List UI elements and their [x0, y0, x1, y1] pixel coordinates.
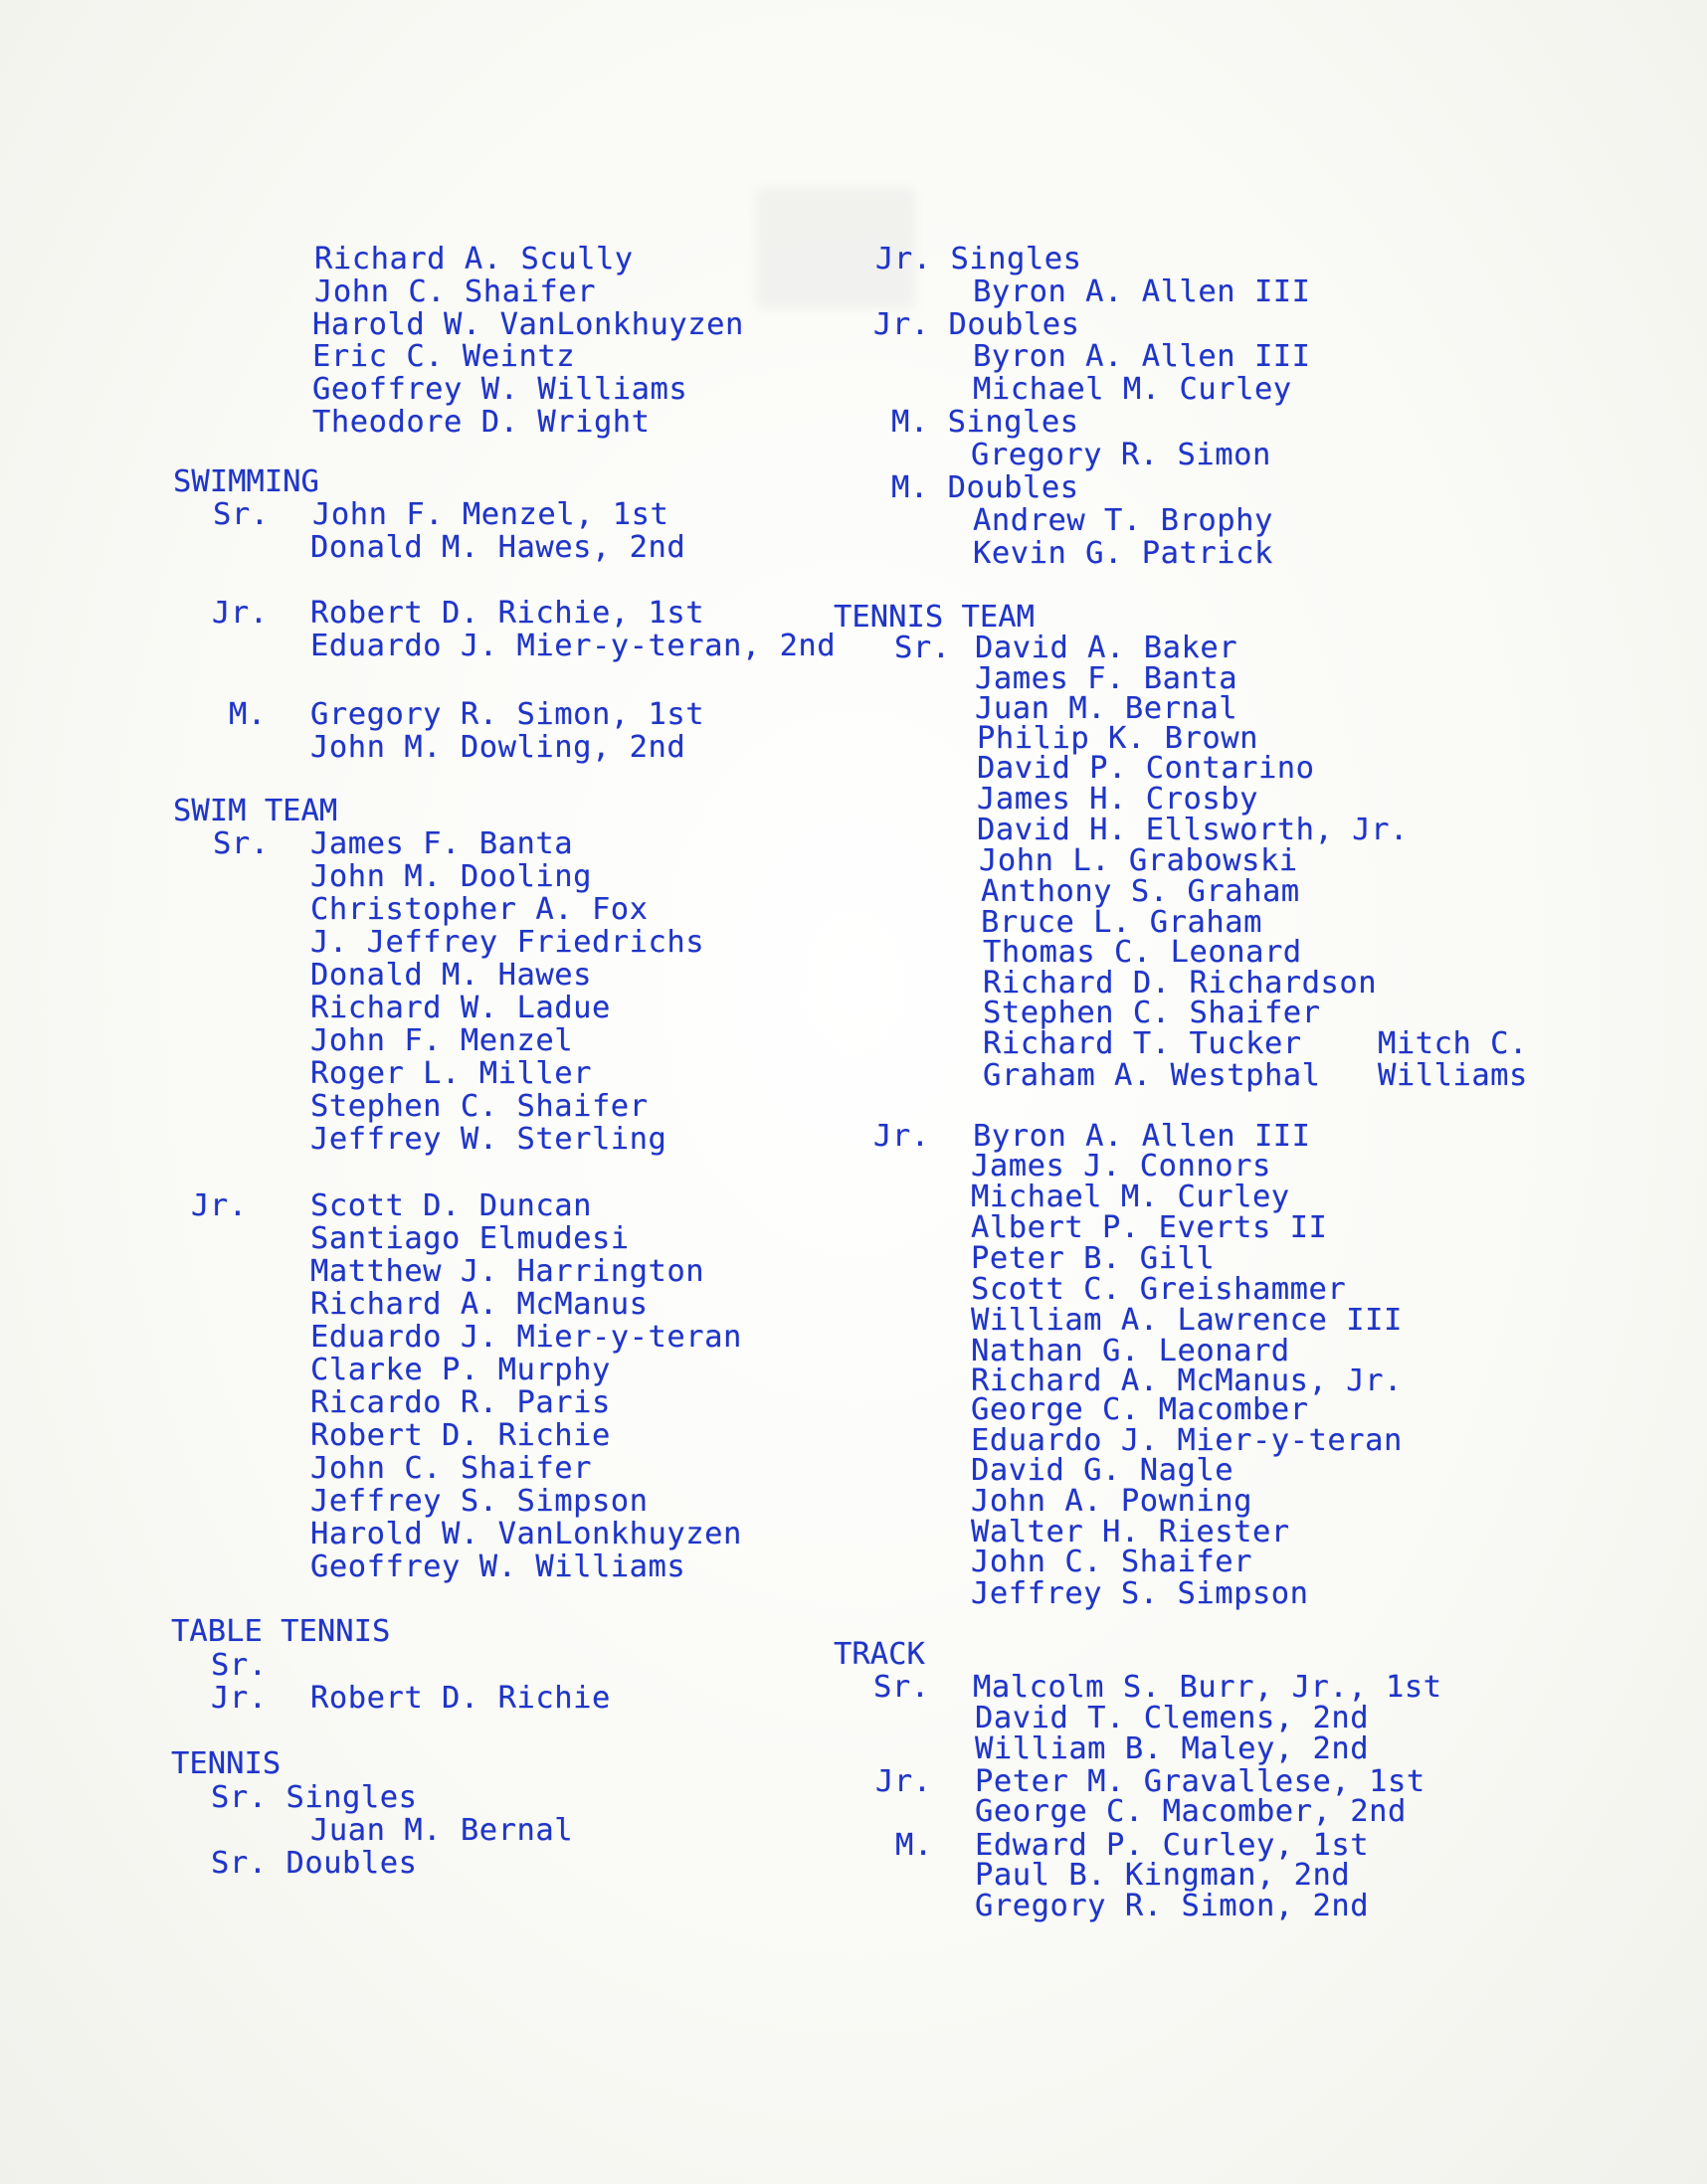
name-entry: Donald M. Hawes, 2nd — [310, 530, 686, 565]
name-entry: Geoffrey W. Williams — [312, 372, 688, 407]
name-entry: Nathan G. Leonard — [971, 1334, 1290, 1368]
name-entry: Gregory R. Simon, 2nd — [975, 1889, 1370, 1923]
class-label: Jr. — [211, 1681, 268, 1716]
name-entry: James H. Crosby — [977, 782, 1258, 817]
name-entry: Thomas C. Leonard — [983, 935, 1302, 970]
category-label: Jr. Doubles — [873, 307, 1080, 342]
name-entry: Roger L. Miller — [310, 1056, 592, 1091]
name-entry: Byron A. Allen III — [973, 1119, 1311, 1154]
name-entry: Christopher A. Fox — [310, 892, 649, 927]
name-entry: David P. Contarino — [977, 751, 1315, 786]
name-entry: Michael M. Curley — [973, 372, 1292, 407]
name-entry: Juan M. Bernal — [975, 691, 1238, 726]
name-entry: John M. Dowling, 2nd — [310, 730, 686, 765]
name-entry: John C. Shaifer — [310, 1451, 592, 1486]
section-heading-swim-team: SWIM TEAM — [173, 794, 338, 828]
name-entry: Richard W. Ladue — [310, 991, 611, 1025]
name-entry: James F. Banta — [975, 661, 1238, 696]
name-entry: Eric C. Weintz — [312, 339, 576, 374]
name-entry: George C. Macomber — [971, 1392, 1309, 1427]
name-entry: Walter H. Riester — [971, 1515, 1290, 1549]
name-entry: George C. Macomber, 2nd — [975, 1794, 1407, 1829]
class-label: Sr. — [873, 1670, 930, 1705]
name-entry: Edward P. Curley, 1st — [975, 1828, 1370, 1863]
name-entry: Robert D. Richie — [310, 1418, 611, 1453]
category-label: Sr. Doubles — [211, 1846, 418, 1881]
category-label: Jr. Singles — [875, 242, 1082, 276]
name-entry: Gregory R. Simon, 1st — [310, 697, 705, 732]
name-entry: Eduardo J. Mier-y-teran — [310, 1320, 742, 1355]
name-entry: John F. Menzel — [310, 1023, 574, 1058]
section-heading-tennis: TENNIS — [171, 1746, 282, 1781]
name-entry: Malcolm S. Burr, Jr., 1st — [973, 1670, 1442, 1705]
name-entry: James F. Banta — [310, 826, 574, 861]
name-entry: Eduardo J. Mier-y-teran — [971, 1423, 1403, 1458]
class-label: Jr. — [875, 1764, 932, 1799]
name-entry: Harold W. VanLonkhuyzen — [310, 1517, 742, 1551]
name-entry: Peter B. Gill — [971, 1241, 1216, 1276]
name-entry: Albert P. Everts II — [971, 1210, 1328, 1245]
name-entry: Harold W. VanLonkhuyzen — [312, 307, 744, 342]
name-entry: Santiago Elmudesi — [310, 1221, 630, 1256]
name-entry: Gregory R. Simon — [971, 438, 1271, 472]
name-entry: Byron A. Allen III — [973, 339, 1311, 374]
name-entry: Robert D. Richie — [310, 1681, 611, 1716]
name-entry: Byron A. Allen III — [973, 274, 1311, 309]
name-entry: Andrew T. Brophy — [973, 503, 1273, 538]
name-entry: Richard A. McManus, Jr. — [971, 1364, 1403, 1398]
name-entry: David A. Baker — [975, 631, 1238, 665]
class-label: Jr. — [191, 1188, 248, 1223]
name-entry: Richard D. Richardson — [983, 966, 1378, 1001]
name-entry: Clarke P. Murphy — [310, 1353, 611, 1387]
name-entry: John C. Shaifer — [971, 1545, 1252, 1579]
category-label: Sr. — [211, 1648, 268, 1683]
class-label: M. — [895, 1828, 933, 1863]
name-entry: John M. Dooling — [310, 859, 592, 894]
section-heading-track: TRACK — [834, 1637, 925, 1672]
section-heading-tennis-team: TENNIS TEAM — [834, 600, 1035, 635]
name-entry: William B. Maley, 2nd — [975, 1731, 1370, 1766]
name-entry: Stephen C. Shaifer — [983, 996, 1321, 1030]
name-entry: John A. Powning — [971, 1484, 1252, 1519]
name-entry: Geoffrey W. Williams — [310, 1549, 686, 1584]
name-entry: John C. Shaifer — [314, 274, 596, 309]
class-label: Jr. — [873, 1119, 930, 1154]
name-entry: Jeffrey S. Simpson — [971, 1576, 1309, 1611]
category-label: Sr. Singles — [211, 1780, 418, 1815]
name-entry: Juan M. Bernal — [310, 1813, 574, 1848]
name-entry: David T. Clemens, 2nd — [975, 1701, 1370, 1735]
class-label: Sr. — [213, 826, 270, 861]
name-entry: Jeffrey W. Sterling — [310, 1122, 667, 1157]
name-entry: Kevin G. Patrick — [973, 536, 1273, 571]
name-entry: Scott D. Duncan — [310, 1188, 592, 1223]
name-entry: Mitch C. — [1378, 1026, 1528, 1061]
name-entry: David G. Nagle — [971, 1453, 1234, 1488]
name-entry: William A. Lawrence III — [971, 1303, 1403, 1338]
name-entry: Donald M. Hawes — [310, 958, 592, 993]
class-label: Sr. — [894, 631, 951, 665]
name-entry: Theodore D. Wright — [312, 405, 651, 440]
name-entry: Richard T. Tucker — [983, 1026, 1302, 1061]
class-label: M. — [229, 697, 267, 732]
name-entry: Peter M. Gravallese, 1st — [975, 1764, 1425, 1799]
category-label: M. Doubles — [891, 470, 1079, 505]
name-entry: James J. Connors — [971, 1149, 1271, 1183]
name-entry: Philip K. Brown — [977, 721, 1258, 756]
name-entry: Stephen C. Shaifer — [310, 1089, 649, 1124]
name-entry: J. Jeffrey Friedrichs — [310, 925, 705, 960]
class-label: Jr. — [212, 596, 269, 631]
name-entry: Richard A. McManus — [310, 1287, 649, 1322]
section-heading-table-tennis: TABLE TENNIS — [171, 1614, 391, 1649]
name-entry: Michael M. Curley — [971, 1180, 1290, 1214]
name-entry: Graham A. Westphal — [983, 1058, 1321, 1093]
name-entry: Robert D. Richie, 1st — [310, 596, 705, 631]
name-entry: John F. Menzel, 1st — [312, 497, 669, 532]
name-entry: David H. Ellsworth, Jr. — [977, 813, 1409, 847]
name-entry: Jeffrey S. Simpson — [310, 1484, 649, 1519]
name-entry: Eduardo J. Mier-y-teran, 2nd — [310, 629, 837, 663]
name-entry: Ricardo R. Paris — [310, 1385, 611, 1420]
name-entry: John L. Grabowski — [979, 843, 1298, 878]
name-entry: Williams — [1378, 1058, 1528, 1093]
name-entry: Scott C. Greishammer — [971, 1272, 1347, 1307]
name-entry: Matthew J. Harrington — [310, 1254, 705, 1289]
category-label: M. Singles — [891, 405, 1079, 440]
section-heading-swimming: SWIMMING — [173, 464, 319, 499]
class-label: Sr. — [213, 497, 270, 532]
name-entry: Richard A. Scully — [314, 242, 634, 276]
name-entry: Bruce L. Graham — [981, 905, 1262, 940]
name-entry: Paul B. Kingman, 2nd — [975, 1858, 1351, 1893]
name-entry: Anthony S. Graham — [981, 874, 1300, 909]
